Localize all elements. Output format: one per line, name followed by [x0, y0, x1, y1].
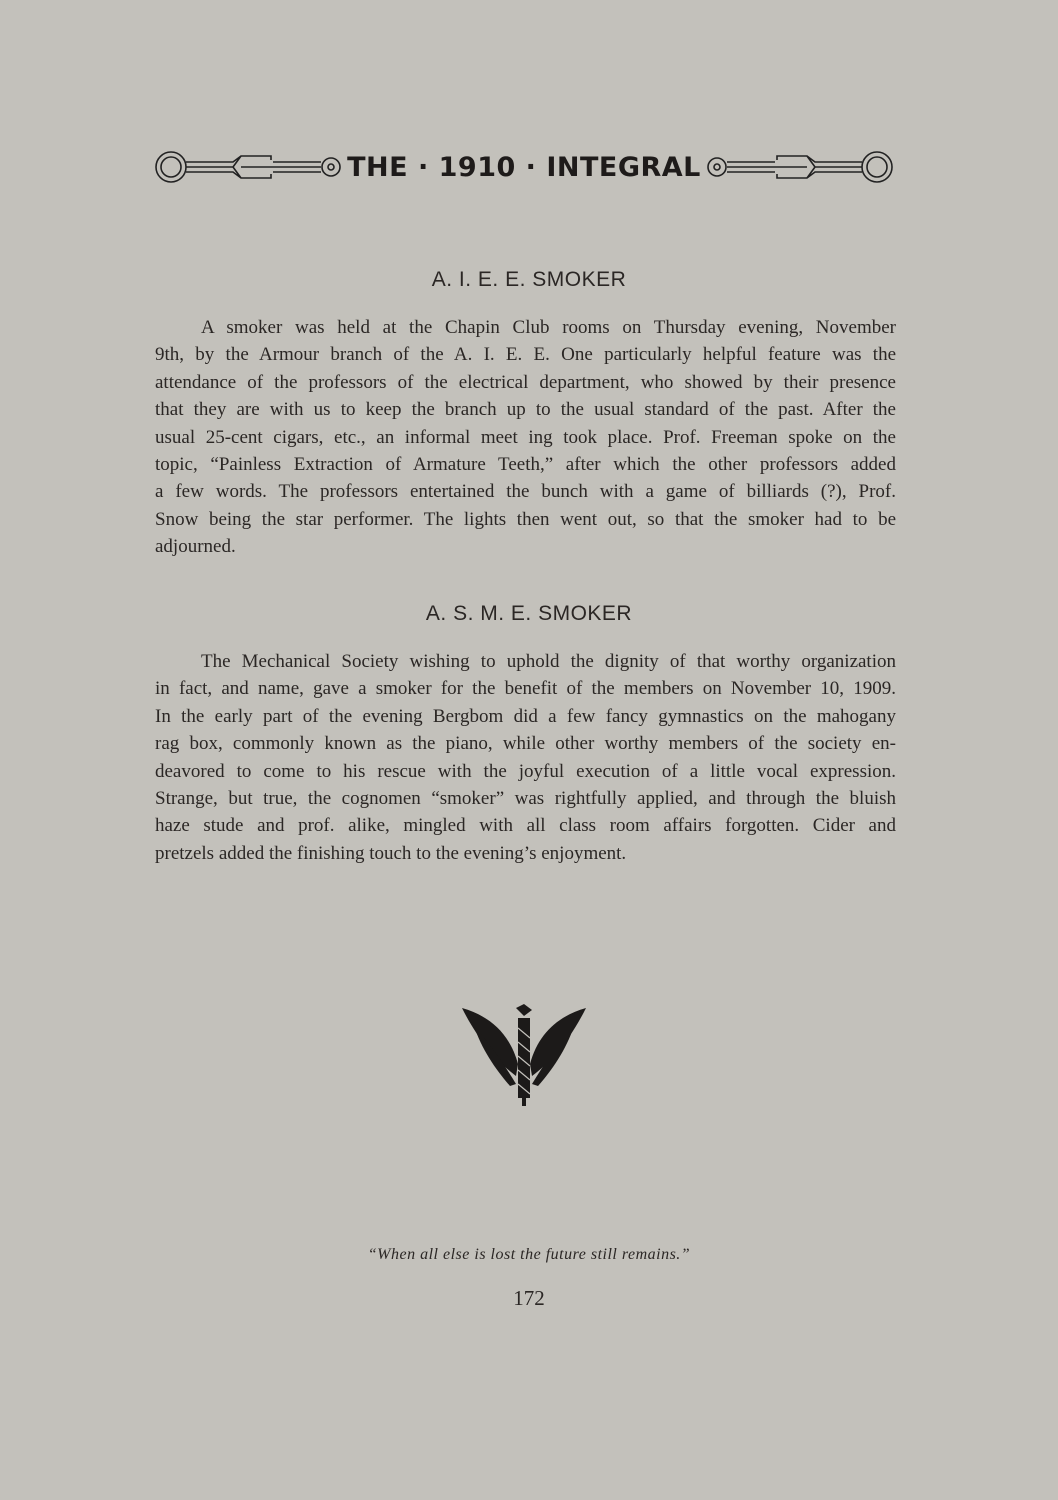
- section-title-aiee: A. I. E. E. SMOKER: [431, 268, 627, 291]
- running-header: [153, 146, 895, 188]
- text-line: In the early part of the evening Bergbom did a few fancy gymnastics on the mahogany: [155, 705, 896, 727]
- text-line: a few words. The professors entertained the bunch with a game of billiards (?), Prof.: [155, 481, 896, 503]
- text-line: usual 25-cent cigars, etc., an informal meet ing took place. Prof. Freeman spoke on the: [155, 426, 896, 448]
- text-line: attendance of the professors of the electrical department, who showed by their presence: [155, 371, 896, 393]
- section-title-asme: A. S. M. E. SMOKER: [425, 602, 633, 625]
- left-ornament-icon: [153, 147, 341, 187]
- running-title: THE · 1910 · INTEGRAL: [347, 151, 701, 183]
- winged-fasces-emblem-icon: [460, 1004, 588, 1108]
- text-line: Strange, but true, the cognomen “smoker” was rightfully applied, and through the bluish: [155, 787, 896, 809]
- page-number: 172: [513, 1286, 545, 1310]
- footer-quote: “When all else is lost the future still remains.”: [367, 1246, 691, 1263]
- text-line: rag box, commonly known as the piano, while other worthy members of the society en-: [155, 733, 896, 755]
- text-line: The Mechanical Society wishing to uphold the dignity of that worthy organization: [201, 651, 896, 672]
- text-line: that they are with us to keep the branch up to the usual standard of the past. After the: [155, 399, 896, 421]
- paragraph-asme: [155, 648, 896, 867]
- text-line: A smoker was held at the Chapin Club rooms on Thursday evening, November: [201, 317, 896, 338]
- paragraph-aiee: [155, 314, 896, 561]
- text-line: pretzels added the finishing touch to the evening’s enjoyment.: [155, 842, 627, 864]
- text-line: 9th, by the Armour branch of the A. I. E. E. One particularly helpful feature was the: [155, 344, 896, 366]
- text-line: topic, “Painless Extraction of Armature Teeth,” after which the other professors added: [155, 453, 896, 475]
- text-line: deavored to come to his rescue with the joyful execution of a little vocal expression.: [155, 760, 896, 782]
- text-line: Snow being the star performer. The lights then went out, so that the smoker had to be: [155, 508, 896, 530]
- text-line: haze stude and prof. alike, mingled with all class room affairs forgotten. Cider and: [155, 815, 896, 837]
- text-line: in fact, and name, gave a smoker for the benefit of the members on November 10, 1909.: [155, 678, 896, 700]
- text-line: adjourned.: [155, 536, 236, 558]
- right-ornament-icon: [707, 147, 895, 187]
